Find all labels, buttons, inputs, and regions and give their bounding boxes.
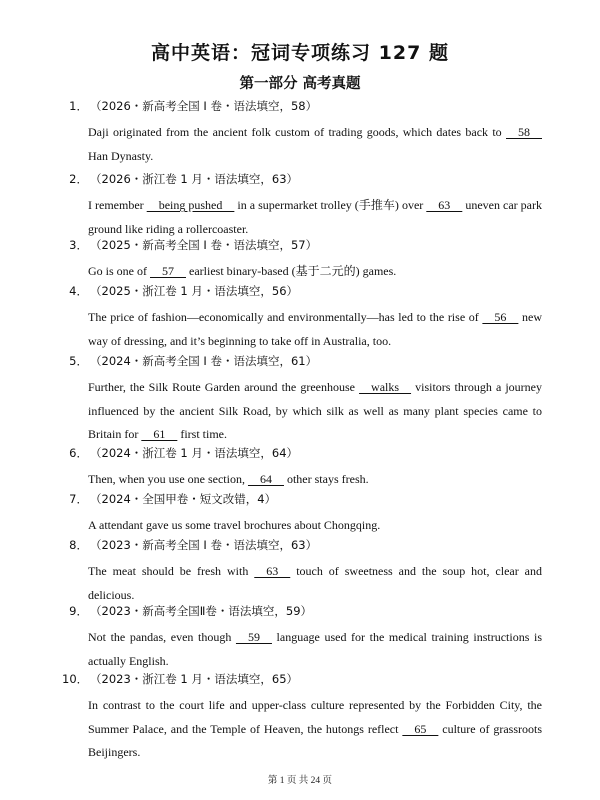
question-header <box>62 536 542 554</box>
question-header <box>62 352 542 370</box>
question-source: （2023・新高考全国Ⅱ卷・语法填空，59） <box>90 604 313 618</box>
question-text-segment: Daji originated from the ancient folk custom of trading goods, which dates back to <box>88 125 506 139</box>
question-source: （2023・新高考全国 I 卷・语法填空，63） <box>90 538 318 552</box>
question-number: 8． <box>69 538 88 552</box>
question-text-segment: language used for the medical training instructions is actually English. <box>88 630 542 668</box>
question-header <box>62 170 542 188</box>
question-header <box>62 282 542 300</box>
question-text-segment: Not the pandas, even though <box>88 630 236 644</box>
question-text-segment: In contrast to the court life and upper-class culture represented by the Forbidden City, the Summer Palace, and the Temple of Heaven, the hutongs reflect <box>88 698 542 736</box>
question-source: （2024・浙江卷 1 月・语法填空，64） <box>90 446 299 460</box>
question-number: 5． <box>69 354 88 368</box>
question-text <box>88 194 542 241</box>
question-source: （2025・浙江卷 1 月・语法填空，56） <box>90 284 299 298</box>
question-number: 7． <box>69 492 88 506</box>
question-text-segment: new way of dressing, and it’s beginning to take off in Australia, too. <box>88 310 543 348</box>
question-item <box>62 490 542 538</box>
question-text <box>88 260 542 284</box>
answer-blank[interactable]: 56 <box>482 310 519 324</box>
question-text <box>88 306 542 353</box>
question-source: （2026・新高考全国 I 卷・语法填空，58） <box>90 99 318 113</box>
question-source: （2024・全国甲卷・短文改错，4） <box>90 492 277 506</box>
answer-blank[interactable]: 58 <box>506 125 542 139</box>
question-source: （2026・浙江卷 1 月・语法填空，63） <box>90 172 299 186</box>
question-number: 2． <box>69 172 88 186</box>
answer-blank[interactable]: 63 <box>254 564 291 578</box>
question-text <box>88 694 542 765</box>
question-number: 10． <box>62 672 89 686</box>
question-item <box>62 236 542 284</box>
question-header <box>62 602 542 620</box>
answer-blank[interactable]: 57 <box>150 264 186 278</box>
question-text <box>88 121 542 168</box>
question-header <box>62 670 542 688</box>
question-item <box>62 602 542 673</box>
question-text-segment: Further, the Silk Route Garden around the greenhouse <box>88 380 360 394</box>
question-number: 9． <box>69 604 88 618</box>
question-text <box>88 468 542 492</box>
answer-blank[interactable]: 64 <box>247 472 284 486</box>
question-text-segment: earliest binary-based (基于二元的) games. <box>186 264 397 278</box>
question-text-segment: The meat should be fresh with <box>88 564 255 578</box>
question-text <box>88 626 542 673</box>
question-text-segment: Go is one of <box>88 264 150 278</box>
question-number: 6． <box>69 446 88 460</box>
question-text-segment: The price of fashion—economically and environmentally—has led to the rise of <box>88 310 483 324</box>
answer-blank[interactable]: 59 <box>235 630 272 644</box>
answer-blank[interactable]: 63 <box>426 198 463 212</box>
question-text-segment: culture of grassroots Beijingers. <box>88 721 542 759</box>
question-text-segment: first time. <box>177 427 227 441</box>
question-text <box>88 376 542 447</box>
question-item <box>62 352 542 447</box>
question-item <box>62 97 542 168</box>
question-text-segment: visitors through a journey influenced by the ancient Silk Road, by which silk as well as many plant species came to Britain for <box>88 380 542 441</box>
question-text-segment: other stays fresh. <box>283 472 369 486</box>
question-text-segment: Then, when you use one section, <box>88 472 248 486</box>
question-text <box>88 514 542 538</box>
question-item <box>62 536 542 607</box>
question-text <box>88 560 542 607</box>
page-title: 高中英语：冠词专项练习 127 题 <box>151 42 449 64</box>
page-footer: 第 1 页 共 24 页 <box>267 776 333 786</box>
question-item <box>62 670 542 765</box>
answer-blank[interactable]: 65 <box>402 721 439 736</box>
question-item <box>62 170 542 241</box>
question-text-segment: touch of sweetness and the soup hot, clear and delicious. <box>88 564 542 602</box>
section-title: 第一部分 高考真题 <box>239 76 361 92</box>
answer-blank[interactable]: being pushed <box>146 198 235 212</box>
answer-blank[interactable]: walks <box>359 380 412 394</box>
question-header <box>62 490 542 508</box>
question-item <box>62 444 542 492</box>
question-text-segment: Han Dynasty. <box>88 148 154 163</box>
question-number: 1． <box>69 99 88 113</box>
question-source: （2023・浙江卷 1 月・语法填空，65） <box>90 672 299 686</box>
question-number: 3． <box>69 238 88 252</box>
question-source: （2024・新高考全国 I 卷・语法填空，61） <box>90 354 318 368</box>
question-text-segment: I remember <box>88 198 147 212</box>
question-header <box>62 236 542 254</box>
question-text-segment: in a supermarket trolley (手推车) over <box>234 198 427 212</box>
question-text-segment: uneven car park ground like riding a rollercoaster. <box>88 198 543 236</box>
question-source: （2025・新高考全国 I 卷・语法填空，57） <box>90 238 318 252</box>
question-header <box>62 444 542 462</box>
question-header <box>62 97 542 115</box>
question-item <box>62 282 542 353</box>
answer-blank[interactable]: 61 <box>141 427 178 441</box>
question-number: 4． <box>69 284 88 298</box>
question-text-segment: A attendant gave us some travel brochures about Chongqing. <box>88 518 381 532</box>
